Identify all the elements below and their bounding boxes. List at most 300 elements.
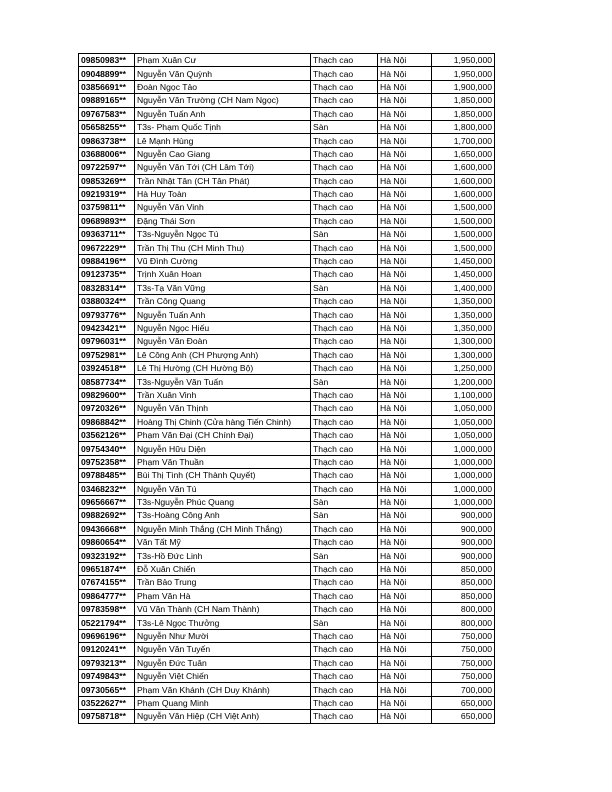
- name-cell: Đỗ Xuân Chiến: [135, 562, 311, 575]
- amount-cell: 1,250,000: [432, 361, 495, 374]
- category-cell: Thạch cao: [311, 455, 378, 468]
- name-cell: Nguyễn Ngọc Hiếu: [135, 321, 311, 334]
- table-row: [79, 603, 495, 616]
- category-cell: Sàn: [311, 120, 378, 133]
- city-cell: Hà Nội: [378, 549, 432, 562]
- name-cell: Lê Công Anh (CH Phượng Anh): [135, 348, 311, 361]
- amount-cell: 1,000,000: [432, 442, 495, 455]
- name-cell: Nguyễn Hữu Diện: [135, 442, 311, 455]
- name-cell: T3s-Hoàng Công Anh: [135, 509, 311, 522]
- amount-cell: 1,050,000: [432, 402, 495, 415]
- amount-cell: 1,300,000: [432, 335, 495, 348]
- category-cell: Sàn: [311, 495, 378, 508]
- category-cell: Thạch cao: [311, 147, 378, 160]
- city-cell: Hà Nội: [378, 415, 432, 428]
- amount-cell: 850,000: [432, 589, 495, 602]
- table-row: [79, 402, 495, 415]
- city-cell: Hà Nội: [378, 187, 432, 200]
- phone-cell: 03856691**: [79, 80, 135, 93]
- city-cell: Hà Nội: [378, 576, 432, 589]
- phone-cell: 09656667**: [79, 495, 135, 508]
- category-cell: Thạch cao: [311, 361, 378, 374]
- phone-cell: 09754340**: [79, 442, 135, 455]
- phone-cell: 09436668**: [79, 522, 135, 535]
- city-cell: Hà Nội: [378, 228, 432, 241]
- table-row: [79, 80, 495, 93]
- name-cell: Phạm Xuân Cư: [135, 54, 311, 67]
- category-cell: Thạch cao: [311, 669, 378, 682]
- city-cell: Hà Nội: [378, 656, 432, 669]
- amount-cell: 1,050,000: [432, 415, 495, 428]
- name-cell: T3s- Phạm Quốc Tịnh: [135, 120, 311, 133]
- category-cell: Thạch cao: [311, 562, 378, 575]
- city-cell: Hà Nội: [378, 643, 432, 656]
- city-cell: Hà Nội: [378, 402, 432, 415]
- amount-cell: 850,000: [432, 576, 495, 589]
- phone-cell: 03924518**: [79, 361, 135, 374]
- city-cell: Hà Nội: [378, 455, 432, 468]
- phone-cell: 03759811**: [79, 201, 135, 214]
- city-cell: Hà Nội: [378, 161, 432, 174]
- city-cell: Hà Nội: [378, 254, 432, 267]
- amount-cell: 1,500,000: [432, 241, 495, 254]
- city-cell: Hà Nội: [378, 469, 432, 482]
- table-row: [79, 281, 495, 294]
- amount-cell: 900,000: [432, 549, 495, 562]
- table-row: [79, 335, 495, 348]
- table-row: [79, 522, 495, 535]
- phone-cell: 09323192**: [79, 549, 135, 562]
- amount-cell: 1,000,000: [432, 469, 495, 482]
- table-body: [79, 54, 495, 724]
- phone-cell: 09864777**: [79, 589, 135, 602]
- name-cell: Nguyễn Cao Giang: [135, 147, 311, 160]
- category-cell: Thạch cao: [311, 107, 378, 120]
- phone-cell: 09882692**: [79, 509, 135, 522]
- amount-cell: 1,000,000: [432, 495, 495, 508]
- city-cell: Hà Nội: [378, 241, 432, 254]
- name-cell: Trịnh Xuân Hoan: [135, 268, 311, 281]
- city-cell: Hà Nội: [378, 107, 432, 120]
- city-cell: Hà Nội: [378, 361, 432, 374]
- amount-cell: 650,000: [432, 710, 495, 723]
- category-cell: Thạch cao: [311, 94, 378, 107]
- table-row: [79, 509, 495, 522]
- category-cell: Thạch cao: [311, 442, 378, 455]
- category-cell: Thạch cao: [311, 348, 378, 361]
- name-cell: Trần Xuân Vinh: [135, 388, 311, 401]
- amount-cell: 900,000: [432, 536, 495, 549]
- name-cell: Nguyễn Như Mười: [135, 629, 311, 642]
- city-cell: Hà Nội: [378, 603, 432, 616]
- phone-cell: 03880324**: [79, 295, 135, 308]
- table-row: [79, 375, 495, 388]
- phone-cell: 09219319**: [79, 187, 135, 200]
- amount-cell: 1,450,000: [432, 268, 495, 281]
- city-cell: Hà Nội: [378, 589, 432, 602]
- table-row: [79, 295, 495, 308]
- city-cell: Hà Nội: [378, 348, 432, 361]
- table-row: [79, 549, 495, 562]
- category-cell: Sàn: [311, 509, 378, 522]
- name-cell: Phạm Quang Minh: [135, 696, 311, 709]
- phone-cell: 09889165**: [79, 94, 135, 107]
- category-cell: Thạch cao: [311, 254, 378, 267]
- city-cell: Hà Nội: [378, 147, 432, 160]
- table-row: [79, 361, 495, 374]
- city-cell: Hà Nội: [378, 54, 432, 67]
- table-row: [79, 683, 495, 696]
- category-cell: Thạch cao: [311, 482, 378, 495]
- category-cell: Thạch cao: [311, 536, 378, 549]
- amount-cell: 1,350,000: [432, 308, 495, 321]
- category-cell: Thạch cao: [311, 589, 378, 602]
- name-cell: Nguyễn Việt Chiến: [135, 669, 311, 682]
- city-cell: Hà Nội: [378, 428, 432, 441]
- phone-cell: 08328314**: [79, 281, 135, 294]
- phone-cell: 08587734**: [79, 375, 135, 388]
- category-cell: Thạch cao: [311, 201, 378, 214]
- city-cell: Hà Nội: [378, 375, 432, 388]
- category-cell: Thạch cao: [311, 683, 378, 696]
- name-cell: Phạm Văn Hà: [135, 589, 311, 602]
- category-cell: Thạch cao: [311, 308, 378, 321]
- category-cell: Thạch cao: [311, 576, 378, 589]
- city-cell: Hà Nội: [378, 669, 432, 682]
- phone-cell: 09722597**: [79, 161, 135, 174]
- category-cell: Thạch cao: [311, 321, 378, 334]
- name-cell: Phạm Văn Thuần: [135, 455, 311, 468]
- city-cell: Hà Nội: [378, 335, 432, 348]
- name-cell: T3s-Nguyễn Văn Tuấn: [135, 375, 311, 388]
- city-cell: Hà Nội: [378, 214, 432, 227]
- category-cell: Thạch cao: [311, 241, 378, 254]
- city-cell: Hà Nội: [378, 308, 432, 321]
- category-cell: Sàn: [311, 281, 378, 294]
- table-row: [79, 495, 495, 508]
- phone-cell: 09884196**: [79, 254, 135, 267]
- city-cell: Hà Nội: [378, 174, 432, 187]
- name-cell: Nguyễn Văn Tới (CH Lâm Tới): [135, 161, 311, 174]
- phone-cell: 09752981**: [79, 348, 135, 361]
- phone-cell: 09689893**: [79, 214, 135, 227]
- table-row: [79, 442, 495, 455]
- phone-cell: 09730565**: [79, 683, 135, 696]
- table-row: [79, 469, 495, 482]
- table-row: [79, 482, 495, 495]
- amount-cell: 1,050,000: [432, 428, 495, 441]
- amount-cell: 1,600,000: [432, 161, 495, 174]
- category-cell: Sàn: [311, 375, 378, 388]
- table-row: [79, 214, 495, 227]
- amount-cell: 750,000: [432, 669, 495, 682]
- amount-cell: 1,950,000: [432, 67, 495, 80]
- category-cell: Thạch cao: [311, 67, 378, 80]
- name-cell: Văn Tất Mỹ: [135, 536, 311, 549]
- phone-cell: 09853269**: [79, 174, 135, 187]
- table-row: [79, 241, 495, 254]
- name-cell: T3s-Nguyễn Phúc Quang: [135, 495, 311, 508]
- amount-cell: 850,000: [432, 562, 495, 575]
- category-cell: Thạch cao: [311, 428, 378, 441]
- city-cell: Hà Nội: [378, 388, 432, 401]
- amount-cell: 1,600,000: [432, 187, 495, 200]
- category-cell: Thạch cao: [311, 335, 378, 348]
- city-cell: Hà Nội: [378, 710, 432, 723]
- category-cell: Thạch cao: [311, 187, 378, 200]
- phone-cell: 09651874**: [79, 562, 135, 575]
- city-cell: Hà Nội: [378, 80, 432, 93]
- amount-cell: 900,000: [432, 522, 495, 535]
- phone-cell: 03522627**: [79, 696, 135, 709]
- name-cell: Lê Mạnh Hùng: [135, 134, 311, 147]
- phone-cell: 09788485**: [79, 469, 135, 482]
- table-row: [79, 536, 495, 549]
- amount-cell: 1,900,000: [432, 80, 495, 93]
- phone-cell: 09123735**: [79, 268, 135, 281]
- name-cell: Nguyễn Văn Quỳnh: [135, 67, 311, 80]
- category-cell: Thạch cao: [311, 710, 378, 723]
- name-cell: Trần Nhật Tân (CH Tân Phát): [135, 174, 311, 187]
- table-row: [79, 321, 495, 334]
- city-cell: Hà Nội: [378, 134, 432, 147]
- name-cell: Nguyễn Văn Thịnh: [135, 402, 311, 415]
- amount-cell: 1,400,000: [432, 281, 495, 294]
- phone-cell: 05658255**: [79, 120, 135, 133]
- table-row: [79, 254, 495, 267]
- amount-cell: 1,650,000: [432, 147, 495, 160]
- table-row: [79, 455, 495, 468]
- table-row: [79, 629, 495, 642]
- name-cell: Nguyễn Văn Tuyến: [135, 643, 311, 656]
- amount-cell: 1,700,000: [432, 134, 495, 147]
- amount-cell: 700,000: [432, 683, 495, 696]
- category-cell: Thạch cao: [311, 603, 378, 616]
- city-cell: Hà Nội: [378, 509, 432, 522]
- amount-cell: 800,000: [432, 616, 495, 629]
- table-row: [79, 428, 495, 441]
- amount-cell: 1,200,000: [432, 375, 495, 388]
- category-cell: Thạch cao: [311, 174, 378, 187]
- name-cell: T3s-Tạ Văn Vững: [135, 281, 311, 294]
- name-cell: T3s-Lê Ngọc Thưởng: [135, 616, 311, 629]
- city-cell: Hà Nội: [378, 482, 432, 495]
- city-cell: Hà Nội: [378, 536, 432, 549]
- category-cell: Thạch cao: [311, 415, 378, 428]
- amount-cell: 1,850,000: [432, 107, 495, 120]
- table-row: [79, 174, 495, 187]
- amount-cell: 1,500,000: [432, 214, 495, 227]
- amount-cell: 1,800,000: [432, 120, 495, 133]
- phone-cell: 09423421**: [79, 321, 135, 334]
- category-cell: Thạch cao: [311, 295, 378, 308]
- table-row: [79, 147, 495, 160]
- city-cell: Hà Nội: [378, 281, 432, 294]
- name-cell: Nguyễn Văn Đoàn: [135, 335, 311, 348]
- city-cell: Hà Nội: [378, 67, 432, 80]
- amount-cell: 1,850,000: [432, 94, 495, 107]
- category-cell: Thạch cao: [311, 80, 378, 93]
- amount-cell: 1,000,000: [432, 455, 495, 468]
- amount-cell: 1,300,000: [432, 348, 495, 361]
- category-cell: Thạch cao: [311, 54, 378, 67]
- name-cell: Nguyễn Văn Vinh: [135, 201, 311, 214]
- name-cell: Lê Thị Hường (CH Hường Bộ): [135, 361, 311, 374]
- table-row: [79, 710, 495, 723]
- table-row: [79, 669, 495, 682]
- category-cell: Thạch cao: [311, 469, 378, 482]
- phone-cell: 09793213**: [79, 656, 135, 669]
- category-cell: Thạch cao: [311, 696, 378, 709]
- phone-cell: 05221794**: [79, 616, 135, 629]
- city-cell: Hà Nội: [378, 683, 432, 696]
- phone-cell: 09752358**: [79, 455, 135, 468]
- city-cell: Hà Nội: [378, 522, 432, 535]
- name-cell: Nguyễn Văn Trường (CH Nam Ngọc): [135, 94, 311, 107]
- category-cell: Thạch cao: [311, 656, 378, 669]
- name-cell: Nguyễn Tuấn Anh: [135, 308, 311, 321]
- amount-cell: 1,350,000: [432, 295, 495, 308]
- table-row: [79, 643, 495, 656]
- city-cell: Hà Nội: [378, 629, 432, 642]
- amount-cell: 900,000: [432, 509, 495, 522]
- phone-cell: 09860654**: [79, 536, 135, 549]
- name-cell: Trần Thị Thu (CH Minh Thu): [135, 241, 311, 254]
- table-row: [79, 94, 495, 107]
- phone-cell: 09868842**: [79, 415, 135, 428]
- phone-cell: 07674155**: [79, 576, 135, 589]
- city-cell: Hà Nội: [378, 201, 432, 214]
- phone-cell: 09863738**: [79, 134, 135, 147]
- city-cell: Hà Nội: [378, 120, 432, 133]
- amount-cell: 750,000: [432, 629, 495, 642]
- city-cell: Hà Nội: [378, 562, 432, 575]
- phone-cell: 09363711**: [79, 228, 135, 241]
- table-row: [79, 134, 495, 147]
- name-cell: Trần Công Quang: [135, 295, 311, 308]
- category-cell: Thạch cao: [311, 643, 378, 656]
- name-cell: Bùi Thị Tình (CH Thành Quyết): [135, 469, 311, 482]
- amount-cell: 1,350,000: [432, 321, 495, 334]
- category-cell: Thạch cao: [311, 388, 378, 401]
- category-cell: Sàn: [311, 549, 378, 562]
- table-row: [79, 656, 495, 669]
- category-cell: Thạch cao: [311, 268, 378, 281]
- amount-cell: 1,950,000: [432, 54, 495, 67]
- phone-cell: 09758718**: [79, 710, 135, 723]
- category-cell: Thạch cao: [311, 522, 378, 535]
- name-cell: Nguyễn Văn Tú: [135, 482, 311, 495]
- table-row: [79, 201, 495, 214]
- table-row: [79, 576, 495, 589]
- name-cell: Hoàng Thị Chinh (Cửa hàng Tiến Chinh): [135, 415, 311, 428]
- city-cell: Hà Nội: [378, 268, 432, 281]
- table-row: [79, 589, 495, 602]
- amount-cell: 1,450,000: [432, 254, 495, 267]
- phone-cell: 09793776**: [79, 308, 135, 321]
- name-cell: Vũ Đình Cường: [135, 254, 311, 267]
- name-cell: Hà Huy Toàn: [135, 187, 311, 200]
- table-row: [79, 161, 495, 174]
- name-cell: Đoàn Ngọc Tảo: [135, 80, 311, 93]
- phone-cell: 09120241**: [79, 643, 135, 656]
- phone-cell: 09749843**: [79, 669, 135, 682]
- phone-cell: 09850983**: [79, 54, 135, 67]
- phone-cell: 09767583**: [79, 107, 135, 120]
- table-row: [79, 187, 495, 200]
- city-cell: Hà Nội: [378, 94, 432, 107]
- city-cell: Hà Nội: [378, 321, 432, 334]
- city-cell: Hà Nội: [378, 295, 432, 308]
- phone-cell: 03562126**: [79, 428, 135, 441]
- amount-cell: 750,000: [432, 643, 495, 656]
- amount-cell: 1,100,000: [432, 388, 495, 401]
- table-row: [79, 67, 495, 80]
- table-row: [79, 120, 495, 133]
- table-row: [79, 268, 495, 281]
- table-row: [79, 388, 495, 401]
- phone-cell: 09783598**: [79, 603, 135, 616]
- table-row: [79, 308, 495, 321]
- category-cell: Thạch cao: [311, 161, 378, 174]
- category-cell: Thạch cao: [311, 402, 378, 415]
- amount-cell: 800,000: [432, 603, 495, 616]
- phone-cell: 03468232**: [79, 482, 135, 495]
- city-cell: Hà Nội: [378, 442, 432, 455]
- category-cell: Sàn: [311, 228, 378, 241]
- table-row: [79, 54, 495, 67]
- name-cell: Đặng Thái Sơn: [135, 214, 311, 227]
- name-cell: Nguyễn Văn Hiệp (CH Việt Anh): [135, 710, 311, 723]
- table-row: [79, 696, 495, 709]
- category-cell: Sàn: [311, 616, 378, 629]
- category-cell: Thạch cao: [311, 214, 378, 227]
- name-cell: T3s-Nguyễn Ngọc Tú: [135, 228, 311, 241]
- table-row: [79, 415, 495, 428]
- table-row: [79, 348, 495, 361]
- table-row: [79, 616, 495, 629]
- name-cell: Phạm Văn Đại (CH Chính Đại): [135, 428, 311, 441]
- name-cell: Vũ Văn Thành (CH Nam Thành): [135, 603, 311, 616]
- amount-cell: 1,000,000: [432, 482, 495, 495]
- name-cell: T3s-Hồ Đức Linh: [135, 549, 311, 562]
- name-cell: Nguyễn Đức Tuân: [135, 656, 311, 669]
- city-cell: Hà Nội: [378, 495, 432, 508]
- city-cell: Hà Nội: [378, 616, 432, 629]
- amount-cell: 1,500,000: [432, 228, 495, 241]
- amount-cell: 1,600,000: [432, 174, 495, 187]
- name-cell: Nguyễn Tuấn Anh: [135, 107, 311, 120]
- name-cell: Phạm Văn Khánh (CH Duy Khánh): [135, 683, 311, 696]
- table-row: [79, 228, 495, 241]
- table-row: [79, 562, 495, 575]
- city-cell: Hà Nội: [378, 696, 432, 709]
- phone-cell: 09796031**: [79, 335, 135, 348]
- amount-cell: 1,500,000: [432, 201, 495, 214]
- category-cell: Thạch cao: [311, 629, 378, 642]
- table-row: [79, 107, 495, 120]
- phone-cell: 03688006**: [79, 147, 135, 160]
- amount-cell: 750,000: [432, 656, 495, 669]
- phone-cell: 09829600**: [79, 388, 135, 401]
- winners-table: [78, 53, 495, 724]
- phone-cell: 09696196**: [79, 629, 135, 642]
- phone-cell: 09048899**: [79, 67, 135, 80]
- category-cell: Thạch cao: [311, 134, 378, 147]
- name-cell: Trần Bảo Trung: [135, 576, 311, 589]
- name-cell: Nguyễn Minh Thắng (CH Minh Thắng): [135, 522, 311, 535]
- phone-cell: 09720326**: [79, 402, 135, 415]
